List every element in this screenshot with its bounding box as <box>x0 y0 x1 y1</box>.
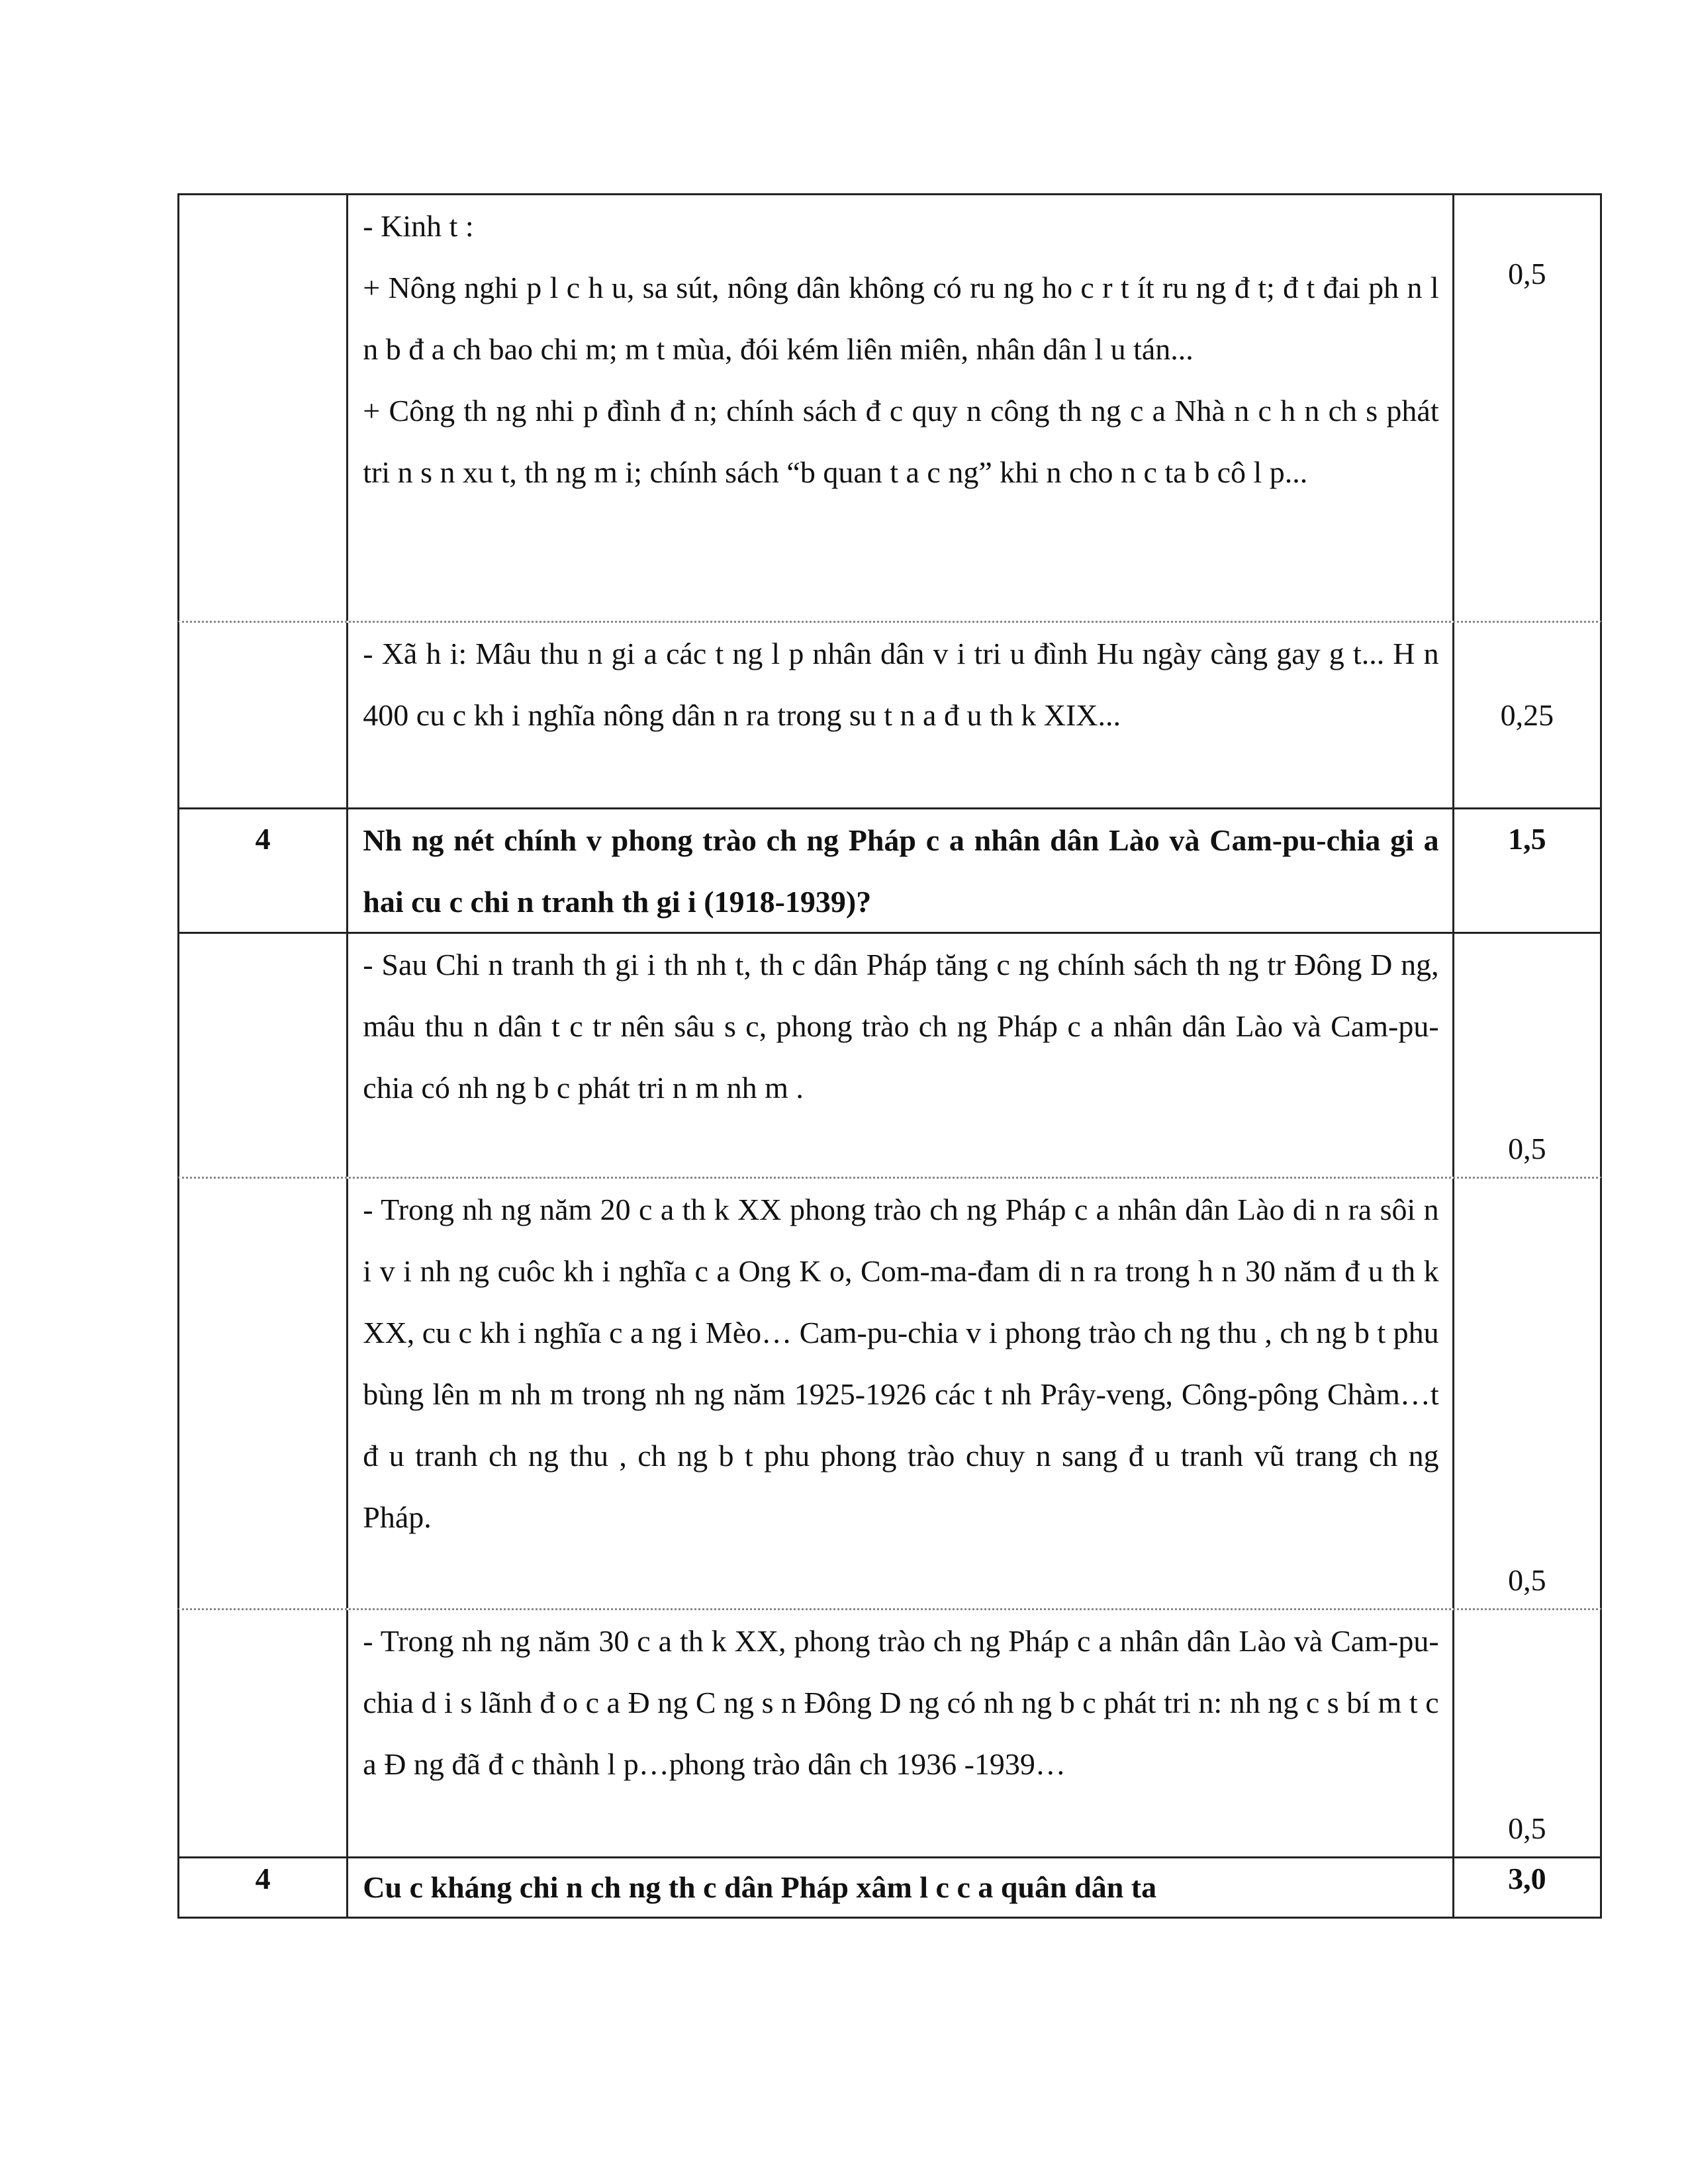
score-value: 0,25 <box>1500 698 1554 732</box>
question-number-cell <box>179 1179 348 1608</box>
table-row <box>177 1177 1602 1608</box>
question-score: 3,0 <box>1508 1862 1546 1895</box>
answer-line: - Sau Chi n tranh th gi i th nh t, th c dân Pháp tăng c ng chính sách th ng tr Đông D ng, mâu thu n dân t c tr nên sâu s c, phong trào ch ng Pháp c a nhân dân Lào và Cam-pu-chia có nh ng b c phát tri n m nh m . <box>363 948 1439 1105</box>
table-row <box>177 807 1602 932</box>
score-cell <box>1454 623 1600 807</box>
answer-text-cell <box>348 1610 1454 1856</box>
table-row <box>177 193 1602 621</box>
answer-line: + Công th ng nhi p đình đ n; chính sách đ c quy n công th ng c a Nhà n c h n ch s phát tri n s n xu t, th ng m i; chính sách “b quan t a c ng” khi n cho n c ta b cô l p... <box>363 394 1439 489</box>
score-value: 0,5 <box>1508 257 1546 291</box>
question-number: 4 <box>179 1858 348 1917</box>
question-number-cell <box>179 1610 348 1856</box>
answer-text-cell <box>348 934 1454 1177</box>
answer-line: - Trong nh ng năm 20 c a th k XX phong trào ch ng Pháp c a nhân dân Lào di n ra sôi n i v i nh ng cuôc kh i nghĩa c a Ong K o, Com-ma-đam di n ra trong h n 30 năm đ u th k XX, cu c kh i nghĩa c a ng i Mèo… Cam-pu-chia v i phong trào ch ng thu , ch ng b t phu bùng lên m nh m trong nh ng năm 1925-1926 các t nh Prây-veng, Công-pông Chàm…t đ u tranh ch ng thu , ch ng b t phu phong trào chuy n sang đ u tranh vũ trang ch ng Pháp. <box>363 1193 1439 1534</box>
table-row <box>177 932 1602 1177</box>
answer-line: + Nông nghi p l c h u, sa sút, nông dân không có ru ng ho c r t ít ru ng đ t; đ t đai ph n l n b đ a ch bao chi m; m t mùa, đói kém liên miên, nhân dân l u tán... <box>363 271 1439 366</box>
score-value: 0,5 <box>1508 1811 1546 1845</box>
question-score: 1,5 <box>1508 822 1546 856</box>
score-cell <box>1454 1610 1600 1856</box>
answer-line: - Xã h i: Mâu thu n gi a các t ng l p nhân dân v i tri u đình Hu ngày càng gay g t... H n 400 cu c kh i nghĩa nông dân n ra trong su t n a đ u th k XIX... <box>363 637 1439 732</box>
score-value: 0,5 <box>1508 1563 1546 1597</box>
answer-text-cell <box>348 195 1454 621</box>
table-row <box>177 1856 1602 1919</box>
question-number: 4 <box>179 809 348 932</box>
table-row <box>177 621 1602 807</box>
answer-line: - Trong nh ng năm 30 c a th k XX, phong trào ch ng Pháp c a nhân dân Lào và Cam-pu-chia d i s lãnh đ o c a Đ ng C ng s n Đông D ng có nh ng b c phát tri n: nh ng c s bí m t c a Đ ng đã đ c thành l p…phong trào dân ch 1936 -1939… <box>363 1624 1439 1781</box>
table-row <box>177 1608 1602 1856</box>
score-cell <box>1454 934 1600 1177</box>
question-number-cell <box>179 195 348 621</box>
answer-table <box>177 193 1602 1919</box>
question-heading: Cu c kháng chi n ch ng th c dân Pháp xâm l c c a quân dân ta <box>348 1858 1454 1917</box>
score-cell <box>1454 1179 1600 1608</box>
answer-text-cell <box>348 1179 1454 1608</box>
question-number-cell <box>179 623 348 807</box>
question-number-cell <box>179 934 348 1177</box>
answer-text-cell <box>348 623 1454 807</box>
answer-line: - Kinh t : <box>363 209 474 243</box>
score-value: 0,5 <box>1508 1132 1546 1165</box>
question-heading: Nh ng nét chính v phong trào ch ng Pháp c a nhân dân Lào và Cam-pu-chia gi a hai cu c chi n tranh th gi i (1918-1939)? <box>348 809 1454 932</box>
score-cell <box>1454 195 1600 621</box>
